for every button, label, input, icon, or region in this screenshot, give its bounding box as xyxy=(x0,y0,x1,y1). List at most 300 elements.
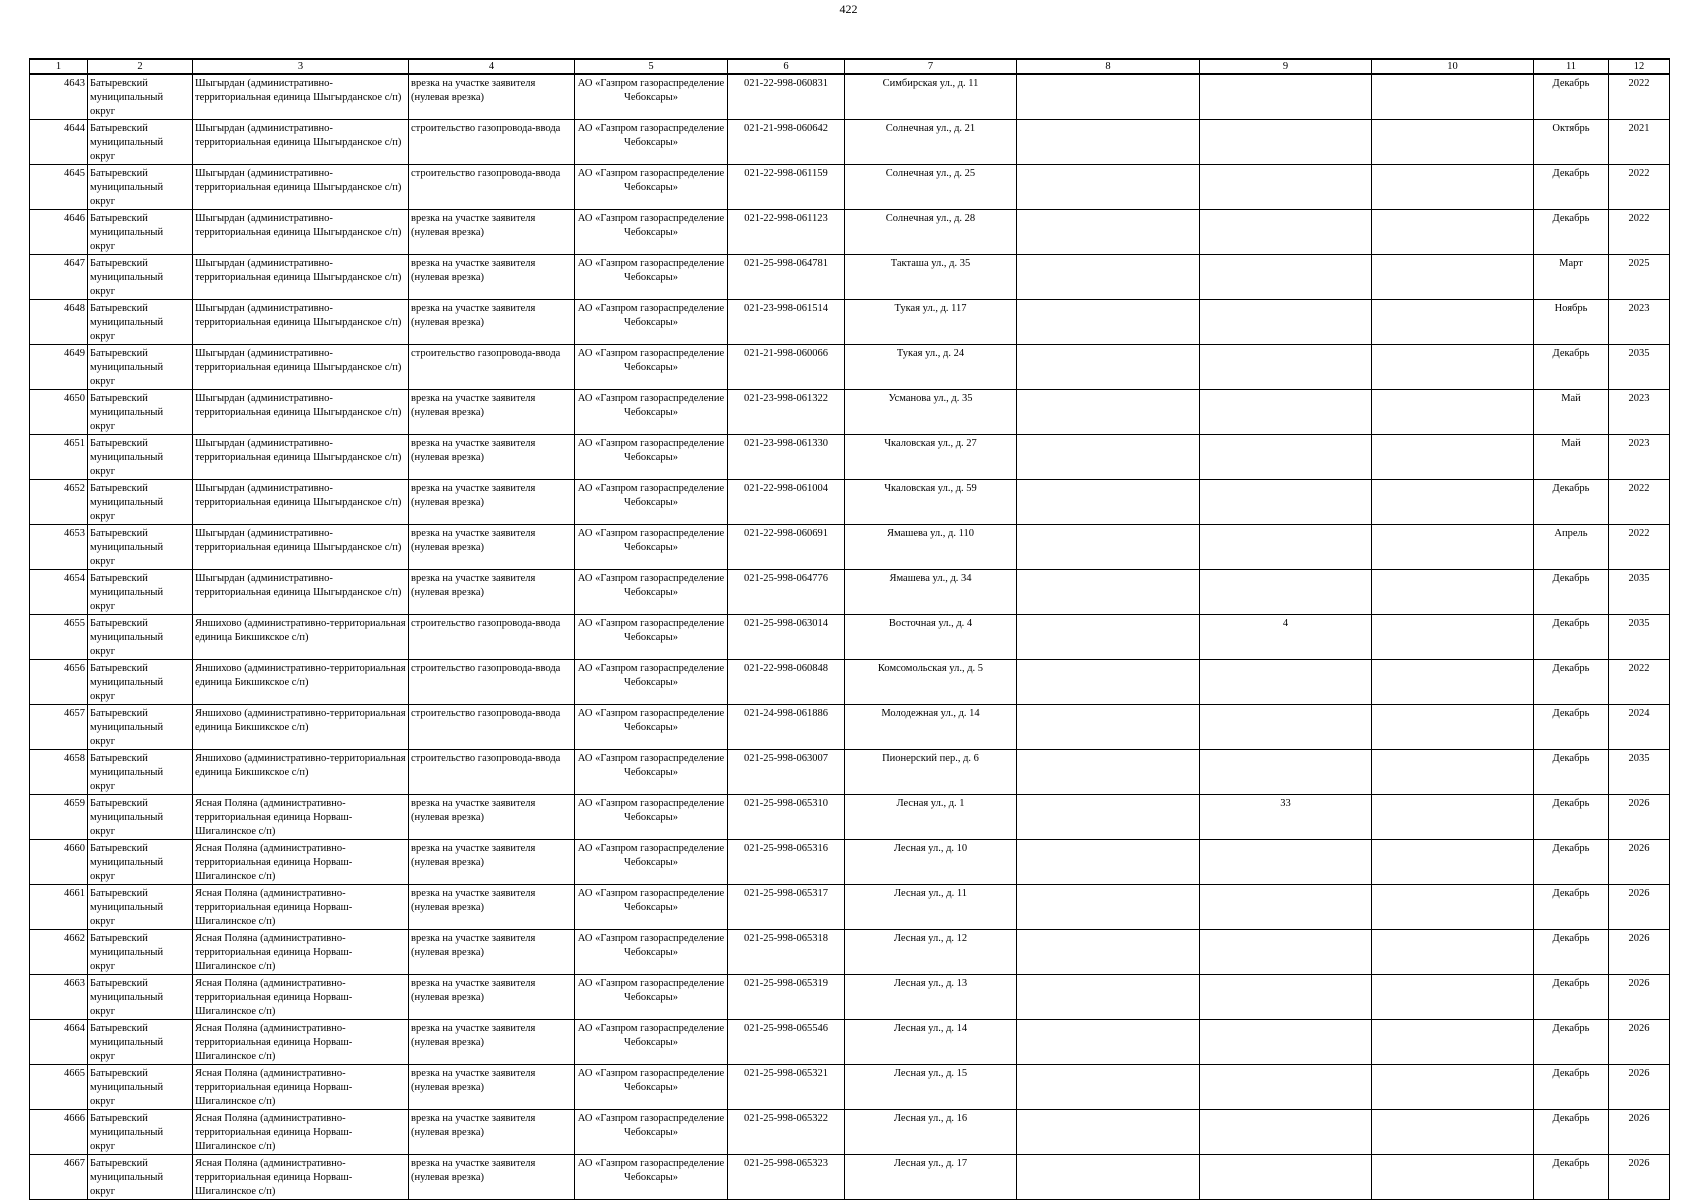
column-8-cell xyxy=(1017,840,1200,885)
year-cell: 2022 xyxy=(1609,210,1670,255)
district-cell: Батыревский муниципальный округ xyxy=(88,885,193,930)
year-cell: 2026 xyxy=(1609,1020,1670,1065)
object-code-cell: 021-25-998-065317 xyxy=(728,885,845,930)
year-cell: 2025 xyxy=(1609,255,1670,300)
district-cell: Батыревский муниципальный округ xyxy=(88,1020,193,1065)
district-cell: Батыревский муниципальный округ xyxy=(88,1110,193,1155)
address-cell: Комсомольская ул., д. 5 xyxy=(845,660,1017,705)
address-cell: Лесная ул., д. 17 xyxy=(845,1155,1017,1200)
column-10-cell xyxy=(1372,300,1534,345)
work-type-cell: строительство газопровода-ввода xyxy=(409,660,575,705)
work-type-cell: строительство газопровода-ввода xyxy=(409,120,575,165)
column-8-cell xyxy=(1017,885,1200,930)
organization-cell: АО «Газпром газораспределение Чебоксары» xyxy=(575,615,728,660)
column-9-cell xyxy=(1200,120,1372,165)
month-cell: Май xyxy=(1534,390,1609,435)
month-cell: Декабрь xyxy=(1534,795,1609,840)
column-header: 7 xyxy=(845,59,1017,74)
district-cell: Батыревский муниципальный округ xyxy=(88,750,193,795)
column-8-cell xyxy=(1017,345,1200,390)
column-8-cell xyxy=(1017,930,1200,975)
organization-cell: АО «Газпром газораспределение Чебоксары» xyxy=(575,210,728,255)
table-row xyxy=(30,345,1670,390)
column-10-cell xyxy=(1372,255,1534,300)
column-10-cell xyxy=(1372,750,1534,795)
address-cell: Лесная ул., д. 15 xyxy=(845,1065,1017,1110)
settlement-cell: Ясная Поляна (административно-территориальная единица Норваш-Шигалинское с/п) xyxy=(193,975,409,1020)
row-number-cell: 4657 xyxy=(30,705,88,750)
column-9-cell xyxy=(1200,300,1372,345)
object-code-cell: 021-22-998-061123 xyxy=(728,210,845,255)
work-type-cell: врезка на участке заявителя (нулевая врезка) xyxy=(409,1020,575,1065)
table-row xyxy=(30,975,1670,1020)
address-cell: Лесная ул., д. 10 xyxy=(845,840,1017,885)
column-8-cell xyxy=(1017,435,1200,480)
object-code-cell: 021-25-998-063014 xyxy=(728,615,845,660)
address-cell: Солнечная ул., д. 28 xyxy=(845,210,1017,255)
column-9-cell xyxy=(1200,885,1372,930)
address-cell: Тукая ул., д. 24 xyxy=(845,345,1017,390)
column-10-cell xyxy=(1372,165,1534,210)
column-9-cell xyxy=(1200,750,1372,795)
column-8-cell xyxy=(1017,525,1200,570)
month-cell: Декабрь xyxy=(1534,480,1609,525)
column-9-cell xyxy=(1200,1020,1372,1065)
district-cell: Батыревский муниципальный округ xyxy=(88,300,193,345)
month-cell: Декабрь xyxy=(1534,570,1609,615)
district-cell: Батыревский муниципальный округ xyxy=(88,120,193,165)
column-header: 5 xyxy=(575,59,728,74)
object-code-cell: 021-25-998-064776 xyxy=(728,570,845,615)
table-row xyxy=(30,300,1670,345)
work-type-cell: врезка на участке заявителя (нулевая врезка) xyxy=(409,1065,575,1110)
row-number-cell: 4655 xyxy=(30,615,88,660)
row-number-cell: 4649 xyxy=(30,345,88,390)
settlement-cell: Ясная Поляна (административно-территориальная единица Норваш-Шигалинское с/п) xyxy=(193,930,409,975)
column-9-cell xyxy=(1200,705,1372,750)
column-header: 3 xyxy=(193,59,409,74)
row-number-cell: 4652 xyxy=(30,480,88,525)
row-number-cell: 4656 xyxy=(30,660,88,705)
table-row xyxy=(30,750,1670,795)
column-8-cell xyxy=(1017,480,1200,525)
page-number: 422 xyxy=(839,2,858,16)
column-10-cell xyxy=(1372,840,1534,885)
year-cell: 2035 xyxy=(1609,615,1670,660)
work-type-cell: врезка на участке заявителя (нулевая врезка) xyxy=(409,975,575,1020)
address-cell: Пионерский пер., д. 6 xyxy=(845,750,1017,795)
column-8-cell xyxy=(1017,210,1200,255)
year-cell: 2026 xyxy=(1609,975,1670,1020)
column-8-cell xyxy=(1017,1065,1200,1110)
settlement-cell: Ясная Поляна (административно-территориальная единица Норваш-Шигалинское с/п) xyxy=(193,885,409,930)
year-cell: 2022 xyxy=(1609,165,1670,210)
year-cell: 2023 xyxy=(1609,390,1670,435)
column-header: 6 xyxy=(728,59,845,74)
column-9-cell: 4 xyxy=(1200,615,1372,660)
row-number-cell: 4667 xyxy=(30,1155,88,1200)
column-10-cell xyxy=(1372,210,1534,255)
district-cell: Батыревский муниципальный округ xyxy=(88,840,193,885)
row-number-cell: 4664 xyxy=(30,1020,88,1065)
row-number-cell: 4644 xyxy=(30,120,88,165)
settlement-cell: Ясная Поляна (административно-территориальная единица Норваш-Шигалинское с/п) xyxy=(193,1155,409,1200)
row-number-cell: 4658 xyxy=(30,750,88,795)
settlement-cell: Ясная Поляна (административно-территориальная единица Норваш-Шигалинское с/п) xyxy=(193,1065,409,1110)
address-cell: Чкаловская ул., д. 27 xyxy=(845,435,1017,480)
column-header: 4 xyxy=(409,59,575,74)
header-row xyxy=(30,59,1670,74)
object-code-cell: 021-25-998-065319 xyxy=(728,975,845,1020)
address-cell: Тукая ул., д. 117 xyxy=(845,300,1017,345)
table-row xyxy=(30,615,1670,660)
column-9-cell xyxy=(1200,165,1372,210)
work-type-cell: врезка на участке заявителя (нулевая врезка) xyxy=(409,840,575,885)
organization-cell: АО «Газпром газораспределение Чебоксары» xyxy=(575,1020,728,1065)
month-cell: Декабрь xyxy=(1534,615,1609,660)
column-9-cell: 33 xyxy=(1200,795,1372,840)
year-cell: 2023 xyxy=(1609,300,1670,345)
table-body xyxy=(30,74,1670,1200)
work-type-cell: врезка на участке заявителя (нулевая врезка) xyxy=(409,1110,575,1155)
organization-cell: АО «Газпром газораспределение Чебоксары» xyxy=(575,660,728,705)
row-number-cell: 4659 xyxy=(30,795,88,840)
table-row xyxy=(30,480,1670,525)
column-header: 12 xyxy=(1609,59,1670,74)
column-8-cell xyxy=(1017,390,1200,435)
month-cell: Март xyxy=(1534,255,1609,300)
column-8-cell xyxy=(1017,660,1200,705)
column-10-cell xyxy=(1372,1155,1534,1200)
month-cell: Декабрь xyxy=(1534,210,1609,255)
object-code-cell: 021-21-998-060066 xyxy=(728,345,845,390)
table-row xyxy=(30,840,1670,885)
column-10-cell xyxy=(1372,390,1534,435)
month-cell: Декабрь xyxy=(1534,1110,1609,1155)
column-10-cell xyxy=(1372,435,1534,480)
column-9-cell xyxy=(1200,74,1372,120)
column-9-cell xyxy=(1200,1110,1372,1155)
table-row xyxy=(30,210,1670,255)
object-code-cell: 021-25-998-065546 xyxy=(728,1020,845,1065)
organization-cell: АО «Газпром газораспределение Чебоксары» xyxy=(575,255,728,300)
month-cell: Декабрь xyxy=(1534,1065,1609,1110)
column-9-cell xyxy=(1200,570,1372,615)
month-cell: Декабрь xyxy=(1534,660,1609,705)
column-10-cell xyxy=(1372,705,1534,750)
year-cell: 2026 xyxy=(1609,795,1670,840)
address-cell: Молодежная ул., д. 14 xyxy=(845,705,1017,750)
table-row xyxy=(30,1155,1670,1200)
object-code-cell: 021-25-998-065316 xyxy=(728,840,845,885)
address-cell: Лесная ул., д. 12 xyxy=(845,930,1017,975)
work-type-cell: врезка на участке заявителя (нулевая врезка) xyxy=(409,930,575,975)
settlement-cell: Ясная Поляна (административно-территориальная единица Норваш-Шигалинское с/п) xyxy=(193,1110,409,1155)
year-cell: 2022 xyxy=(1609,525,1670,570)
settlement-cell: Шыгырдан (административно-территориальная единица Шыгырданское с/п) xyxy=(193,525,409,570)
month-cell: Декабрь xyxy=(1534,74,1609,120)
organization-cell: АО «Газпром газораспределение Чебоксары» xyxy=(575,120,728,165)
month-cell: Декабрь xyxy=(1534,975,1609,1020)
year-cell: 2035 xyxy=(1609,750,1670,795)
organization-cell: АО «Газпром газораспределение Чебоксары» xyxy=(575,570,728,615)
settlement-cell: Ясная Поляна (административно-территориальная единица Норваш-Шигалинское с/п) xyxy=(193,795,409,840)
column-8-cell xyxy=(1017,300,1200,345)
column-9-cell xyxy=(1200,255,1372,300)
work-type-cell: врезка на участке заявителя (нулевая врезка) xyxy=(409,525,575,570)
year-cell: 2021 xyxy=(1609,120,1670,165)
column-10-cell xyxy=(1372,1065,1534,1110)
object-code-cell: 021-23-998-061322 xyxy=(728,390,845,435)
month-cell: Декабрь xyxy=(1534,345,1609,390)
column-8-cell xyxy=(1017,1020,1200,1065)
work-type-cell: врезка на участке заявителя (нулевая врезка) xyxy=(409,74,575,120)
column-9-cell xyxy=(1200,1155,1372,1200)
table-row xyxy=(30,795,1670,840)
object-code-cell: 021-23-998-061514 xyxy=(728,300,845,345)
table-row xyxy=(30,930,1670,975)
column-9-cell xyxy=(1200,210,1372,255)
month-cell: Декабрь xyxy=(1534,840,1609,885)
year-cell: 2026 xyxy=(1609,840,1670,885)
settlement-cell: Шыгырдан (административно-территориальная единица Шыгырданское с/п) xyxy=(193,120,409,165)
month-cell: Декабрь xyxy=(1534,930,1609,975)
column-8-cell xyxy=(1017,570,1200,615)
column-8-cell xyxy=(1017,795,1200,840)
organization-cell: АО «Газпром газораспределение Чебоксары» xyxy=(575,390,728,435)
column-8-cell xyxy=(1017,750,1200,795)
work-type-cell: врезка на участке заявителя (нулевая врезка) xyxy=(409,255,575,300)
column-10-cell xyxy=(1372,885,1534,930)
table-row xyxy=(30,660,1670,705)
address-cell: Ямашева ул., д. 110 xyxy=(845,525,1017,570)
settlement-cell: Шыгырдан (административно-территориальная единица Шыгырданское с/п) xyxy=(193,255,409,300)
month-cell: Ноябрь xyxy=(1534,300,1609,345)
district-cell: Батыревский муниципальный округ xyxy=(88,615,193,660)
column-header: 9 xyxy=(1200,59,1372,74)
table-row xyxy=(30,705,1670,750)
column-8-cell xyxy=(1017,1110,1200,1155)
settlement-cell: Шыгырдан (административно-территориальная единица Шыгырданское с/п) xyxy=(193,210,409,255)
organization-cell: АО «Газпром газораспределение Чебоксары» xyxy=(575,435,728,480)
organization-cell: АО «Газпром газораспределение Чебоксары» xyxy=(575,975,728,1020)
row-number-cell: 4646 xyxy=(30,210,88,255)
work-type-cell: строительство газопровода-ввода xyxy=(409,705,575,750)
organization-cell: АО «Газпром газораспределение Чебоксары» xyxy=(575,705,728,750)
settlement-cell: Шыгырдан (административно-территориальная единица Шыгырданское с/п) xyxy=(193,345,409,390)
settlement-cell: Яншихово (административно-территориальная единица Бикшикское с/п) xyxy=(193,750,409,795)
column-9-cell xyxy=(1200,660,1372,705)
organization-cell: АО «Газпром газораспределение Чебоксары» xyxy=(575,165,728,210)
table-row xyxy=(30,255,1670,300)
work-type-cell: строительство газопровода-ввода xyxy=(409,615,575,660)
column-9-cell xyxy=(1200,525,1372,570)
column-header: 2 xyxy=(88,59,193,74)
settlement-cell: Шыгырдан (административно-территориальная единица Шыгырданское с/п) xyxy=(193,165,409,210)
column-10-cell xyxy=(1372,1110,1534,1155)
column-8-cell xyxy=(1017,255,1200,300)
object-code-cell: 021-25-998-065310 xyxy=(728,795,845,840)
column-8-cell xyxy=(1017,165,1200,210)
organization-cell: АО «Газпром газораспределение Чебоксары» xyxy=(575,345,728,390)
work-type-cell: врезка на участке заявителя (нулевая врезка) xyxy=(409,795,575,840)
month-cell: Декабрь xyxy=(1534,750,1609,795)
settlement-cell: Яншихово (административно-территориальная единица Бикшикское с/п) xyxy=(193,660,409,705)
column-8-cell xyxy=(1017,615,1200,660)
row-number-cell: 4665 xyxy=(30,1065,88,1110)
address-cell: Лесная ул., д. 11 xyxy=(845,885,1017,930)
address-cell: Лесная ул., д. 1 xyxy=(845,795,1017,840)
district-cell: Батыревский муниципальный округ xyxy=(88,795,193,840)
column-10-cell xyxy=(1372,930,1534,975)
work-type-cell: строительство газопровода-ввода xyxy=(409,750,575,795)
year-cell: 2023 xyxy=(1609,435,1670,480)
row-number-cell: 4662 xyxy=(30,930,88,975)
district-cell: Батыревский муниципальный округ xyxy=(88,74,193,120)
month-cell: Декабрь xyxy=(1534,705,1609,750)
table-row xyxy=(30,390,1670,435)
address-cell: Чкаловская ул., д. 59 xyxy=(845,480,1017,525)
table-row xyxy=(30,74,1670,120)
table-row xyxy=(30,1020,1670,1065)
year-cell: 2026 xyxy=(1609,1155,1670,1200)
table-row xyxy=(30,1065,1670,1110)
district-cell: Батыревский муниципальный округ xyxy=(88,525,193,570)
object-code-cell: 021-23-998-061330 xyxy=(728,435,845,480)
object-code-cell: 021-25-998-064781 xyxy=(728,255,845,300)
month-cell: Декабрь xyxy=(1534,1020,1609,1065)
work-type-cell: врезка на участке заявителя (нулевая врезка) xyxy=(409,570,575,615)
work-type-cell: врезка на участке заявителя (нулевая врезка) xyxy=(409,390,575,435)
district-cell: Батыревский муниципальный округ xyxy=(88,1155,193,1200)
registry-table xyxy=(29,58,1670,1200)
column-9-cell xyxy=(1200,975,1372,1020)
column-10-cell xyxy=(1372,975,1534,1020)
district-cell: Батыревский муниципальный округ xyxy=(88,165,193,210)
work-type-cell: строительство газопровода-ввода xyxy=(409,165,575,210)
year-cell: 2026 xyxy=(1609,930,1670,975)
address-cell: Усманова ул., д. 35 xyxy=(845,390,1017,435)
year-cell: 2026 xyxy=(1609,1110,1670,1155)
column-10-cell xyxy=(1372,525,1534,570)
row-number-cell: 4645 xyxy=(30,165,88,210)
object-code-cell: 021-25-998-065321 xyxy=(728,1065,845,1110)
table-row xyxy=(30,120,1670,165)
settlement-cell: Шыгырдан (административно-территориальная единица Шыгырданское с/п) xyxy=(193,570,409,615)
column-10-cell xyxy=(1372,1020,1534,1065)
column-9-cell xyxy=(1200,930,1372,975)
month-cell: Декабрь xyxy=(1534,885,1609,930)
year-cell: 2035 xyxy=(1609,345,1670,390)
column-10-cell xyxy=(1372,120,1534,165)
row-number-cell: 4650 xyxy=(30,390,88,435)
object-code-cell: 021-22-998-061004 xyxy=(728,480,845,525)
column-8-cell xyxy=(1017,120,1200,165)
address-cell: Такташа ул., д. 35 xyxy=(845,255,1017,300)
district-cell: Батыревский муниципальный округ xyxy=(88,1065,193,1110)
organization-cell: АО «Газпром газораспределение Чебоксары» xyxy=(575,930,728,975)
object-code-cell: 021-25-998-065318 xyxy=(728,930,845,975)
row-number-cell: 4647 xyxy=(30,255,88,300)
column-9-cell xyxy=(1200,345,1372,390)
column-header: 11 xyxy=(1534,59,1609,74)
district-cell: Батыревский муниципальный округ xyxy=(88,930,193,975)
row-number-cell: 4661 xyxy=(30,885,88,930)
month-cell: Октябрь xyxy=(1534,120,1609,165)
organization-cell: АО «Газпром газораспределение Чебоксары» xyxy=(575,1065,728,1110)
column-9-cell xyxy=(1200,480,1372,525)
row-number-cell: 4653 xyxy=(30,525,88,570)
organization-cell: АО «Газпром газораспределение Чебоксары» xyxy=(575,480,728,525)
address-cell: Солнечная ул., д. 25 xyxy=(845,165,1017,210)
settlement-cell: Ясная Поляна (административно-территориальная единица Норваш-Шигалинское с/п) xyxy=(193,840,409,885)
settlement-cell: Шыгырдан (административно-территориальная единица Шыгырданское с/п) xyxy=(193,74,409,120)
object-code-cell: 021-22-998-060691 xyxy=(728,525,845,570)
row-number-cell: 4660 xyxy=(30,840,88,885)
table-row xyxy=(30,525,1670,570)
object-code-cell: 021-22-998-060848 xyxy=(728,660,845,705)
settlement-cell: Яншихово (административно-территориальная единица Бикшикское с/п) xyxy=(193,705,409,750)
column-10-cell xyxy=(1372,660,1534,705)
organization-cell: АО «Газпром газораспределение Чебоксары» xyxy=(575,1155,728,1200)
object-code-cell: 021-25-998-063007 xyxy=(728,750,845,795)
district-cell: Батыревский муниципальный округ xyxy=(88,975,193,1020)
object-code-cell: 021-25-998-065322 xyxy=(728,1110,845,1155)
year-cell: 2035 xyxy=(1609,570,1670,615)
column-10-cell xyxy=(1372,345,1534,390)
organization-cell: АО «Газпром газораспределение Чебоксары» xyxy=(575,300,728,345)
work-type-cell: врезка на участке заявителя (нулевая врезка) xyxy=(409,300,575,345)
organization-cell: АО «Газпром газораспределение Чебоксары» xyxy=(575,1110,728,1155)
year-cell: 2022 xyxy=(1609,480,1670,525)
month-cell: Декабрь xyxy=(1534,1155,1609,1200)
column-8-cell xyxy=(1017,1155,1200,1200)
object-code-cell: 021-21-998-060642 xyxy=(728,120,845,165)
address-cell: Ямашева ул., д. 34 xyxy=(845,570,1017,615)
object-code-cell: 021-25-998-065323 xyxy=(728,1155,845,1200)
organization-cell: АО «Газпром газораспределение Чебоксары» xyxy=(575,795,728,840)
district-cell: Батыревский муниципальный округ xyxy=(88,705,193,750)
address-cell: Лесная ул., д. 14 xyxy=(845,1020,1017,1065)
address-cell: Восточная ул., д. 4 xyxy=(845,615,1017,660)
address-cell: Лесная ул., д. 13 xyxy=(845,975,1017,1020)
organization-cell: АО «Газпром газораспределение Чебоксары» xyxy=(575,525,728,570)
column-10-cell xyxy=(1372,480,1534,525)
work-type-cell: врезка на участке заявителя (нулевая врезка) xyxy=(409,885,575,930)
organization-cell: АО «Газпром газораспределение Чебоксары» xyxy=(575,74,728,120)
row-number-cell: 4654 xyxy=(30,570,88,615)
column-8-cell xyxy=(1017,975,1200,1020)
district-cell: Батыревский муниципальный округ xyxy=(88,435,193,480)
row-number-cell: 4663 xyxy=(30,975,88,1020)
column-9-cell xyxy=(1200,1065,1372,1110)
district-cell: Батыревский муниципальный округ xyxy=(88,660,193,705)
column-header: 1 xyxy=(30,59,88,74)
row-number-cell: 4651 xyxy=(30,435,88,480)
object-code-cell: 021-22-998-061159 xyxy=(728,165,845,210)
column-10-cell xyxy=(1372,74,1534,120)
object-code-cell: 021-22-998-060831 xyxy=(728,74,845,120)
settlement-cell: Шыгырдан (административно-территориальная единица Шыгырданское с/п) xyxy=(193,300,409,345)
column-10-cell xyxy=(1372,795,1534,840)
settlement-cell: Ясная Поляна (административно-территориальная единица Норваш-Шигалинское с/п) xyxy=(193,1020,409,1065)
column-10-cell xyxy=(1372,615,1534,660)
table-row xyxy=(30,570,1670,615)
organization-cell: АО «Газпром газораспределение Чебоксары» xyxy=(575,750,728,795)
address-cell: Лесная ул., д. 16 xyxy=(845,1110,1017,1155)
column-8-cell xyxy=(1017,74,1200,120)
column-9-cell xyxy=(1200,840,1372,885)
